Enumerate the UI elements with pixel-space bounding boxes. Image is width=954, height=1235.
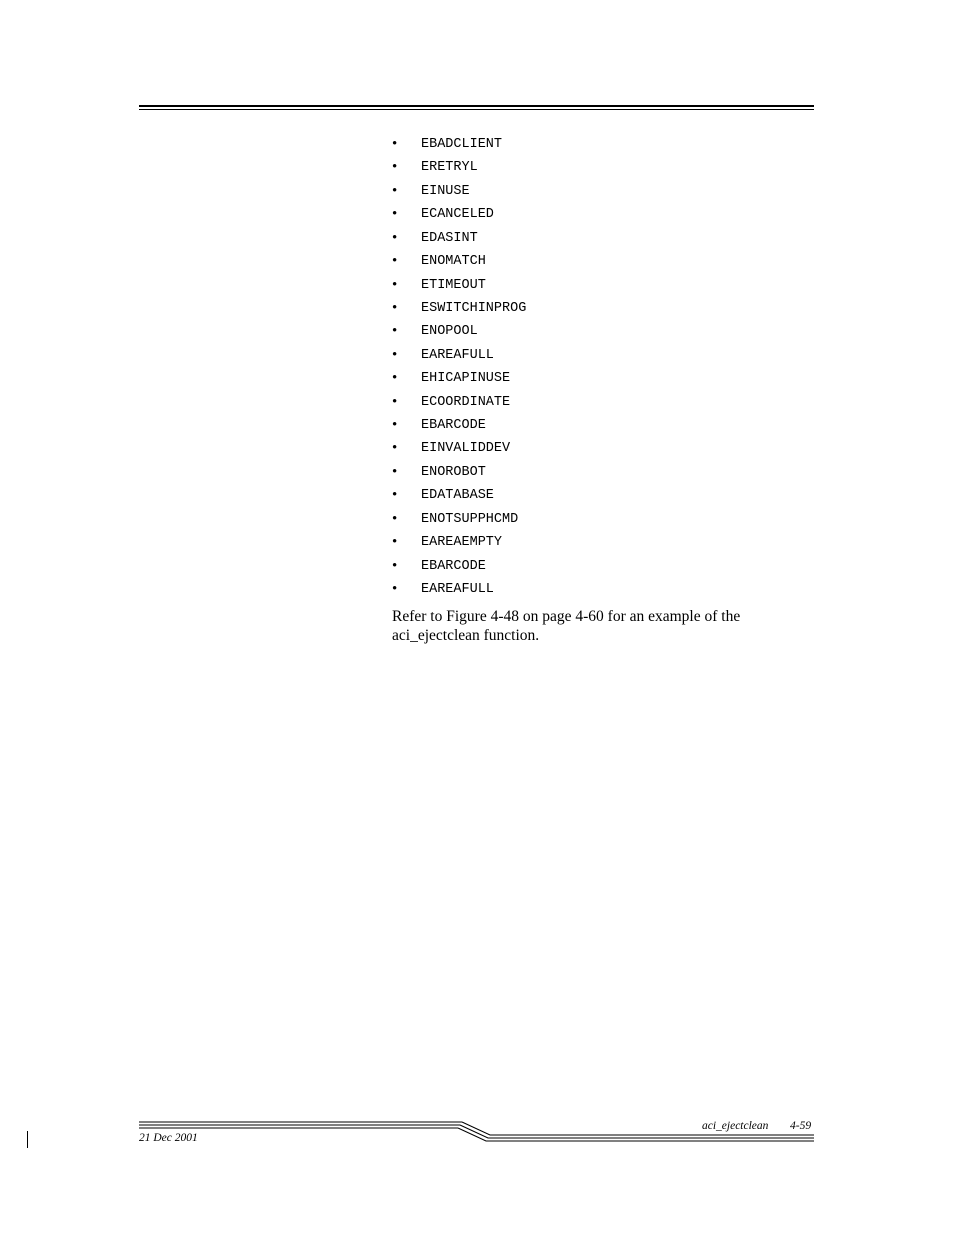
error-code: EAREAFULL [421,582,494,598]
error-code: EDATABASE [421,488,494,504]
error-code: ETIMEOUT [421,277,486,293]
error-code: EAREAEMPTY [421,535,503,551]
body-paragraph: Refer to Figure 4-48 on page 4-60 for an example of the aci_ejectclean function. [392,608,741,644]
error-code: ESWITCHINPROG [421,300,527,316]
bullet: • [392,440,398,457]
error-code: EBARCODE [421,418,486,434]
error-code: EBADCLIENT [421,137,503,152]
bullet: • [392,323,398,340]
bullet: • [392,557,398,574]
bullet: • [392,534,398,551]
error-code: EINVALIDDEV [421,441,511,457]
error-code: EHICAPINUSE [421,371,511,387]
error-code: ENOPOOL [421,324,478,340]
error-code: ENOMATCH [421,254,486,270]
error-code: EAREAFULL [421,347,494,363]
error-code: EDASINT [421,230,478,246]
bullet: • [392,182,398,199]
bullet: • [392,370,398,387]
error-code: EBARCODE [421,558,486,574]
error-code: ECOORDINATE [421,394,511,410]
bullet: • [392,581,398,598]
error-code: EINUSE [421,183,470,199]
footer-section-name: aci_ejectclean [702,1120,769,1132]
error-code: ECANCELED [421,207,494,223]
bullet: • [392,487,398,504]
bullet: • [392,510,398,527]
bullet: • [392,393,398,410]
bullet: • [392,417,398,434]
footer-page-number: 4-59 [790,1120,812,1132]
bullet: • [392,229,398,246]
bullet: • [392,136,398,152]
bullet: • [392,253,398,270]
error-code: ENOTSUPPHCMD [421,511,519,527]
error-code: ENOROBOT [421,464,486,480]
change-bar [27,1131,28,1148]
bullet: • [392,299,398,316]
bullet: • [392,159,398,176]
bullet: • [392,463,398,480]
bullet: • [392,206,398,223]
bullet: • [392,346,398,363]
footer-date: 21 Dec 2001 [139,1132,198,1144]
bullet: • [392,276,398,293]
error-code: ERETRYL [421,160,478,176]
